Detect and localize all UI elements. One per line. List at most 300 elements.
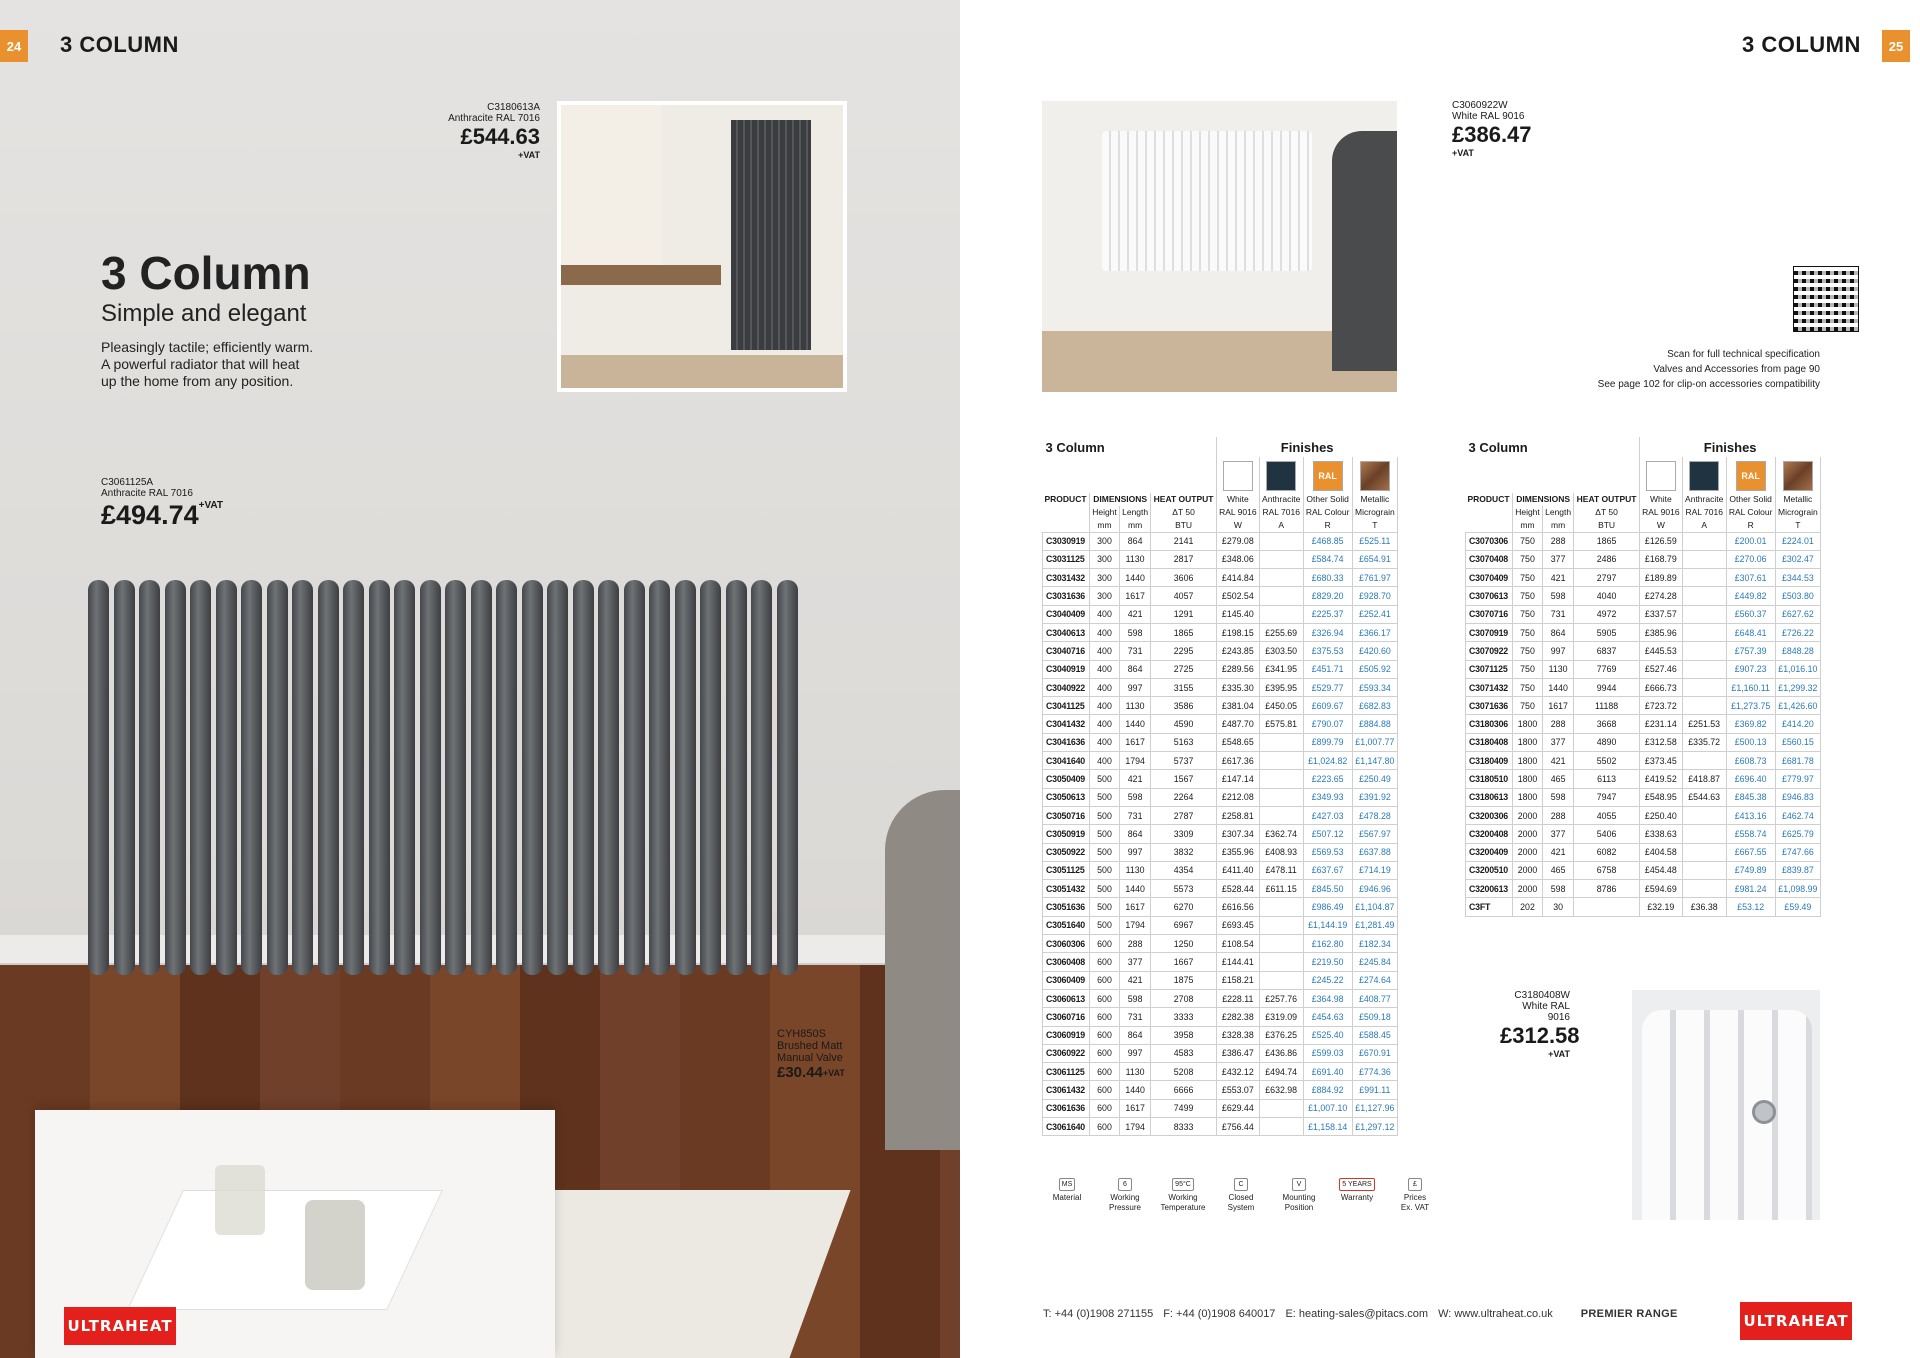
table-cell: £182.34 [1352,935,1397,953]
table-cell [1682,752,1726,770]
column-header: Other Solid [1726,493,1775,506]
footer-phone: T: +44 (0)1908 271155 [1043,1308,1154,1320]
footer-email[interactable]: E: heating-sales@pitacs.com [1285,1308,1429,1320]
table-cell: £364.98 [1303,989,1352,1007]
table-cell [1682,550,1726,568]
table-cell [1682,861,1726,879]
product-code-cell: C3060922 [1043,1044,1090,1062]
table-cell: 202 [1513,898,1543,916]
table-cell: 5406 [1574,825,1640,843]
table-cell: 7769 [1574,660,1640,678]
ral-swatch [1313,461,1343,491]
candle-jar [215,1165,265,1235]
column-header: RAL 7016 [1682,506,1726,519]
column-header: Height [1090,506,1120,519]
table-cell: £369.82 [1726,715,1775,733]
table-cell: £462.74 [1775,806,1820,824]
page-subtitle: Simple and elegant [101,300,307,327]
table-row [1043,569,1398,587]
table-cell: 750 [1513,550,1543,568]
ral-swatch-cell [1303,457,1352,493]
footer-fax: F: +44 (0)1908 640017 [1163,1308,1276,1320]
table-cell: £376.25 [1259,1026,1303,1044]
table-cell: £53.12 [1726,898,1775,916]
product-code-cell: C3030919 [1043,532,1090,550]
table-cell: £386.47 [1216,1044,1259,1062]
table-cell: £355.96 [1216,843,1259,861]
table-cell: 598 [1542,587,1573,605]
column-header: RAL Colour [1726,506,1775,519]
table-cell: 11188 [1574,697,1640,715]
table-cell: £144.41 [1216,953,1259,971]
table-cell: 600 [1090,971,1120,989]
table-cell: 1800 [1513,733,1543,751]
table-row [1466,569,1821,587]
table-row [1466,733,1821,751]
table-cell: £252.41 [1352,605,1397,623]
radiator-column [649,580,670,975]
table-cell: £381.04 [1216,697,1259,715]
table-cell: £503.80 [1775,587,1820,605]
main-radiator-image [88,580,808,975]
table-cell: £907.23 [1726,660,1775,678]
table-cell: £312.58 [1639,733,1682,751]
valve-line: Brushed Matt [777,1040,843,1052]
table-cell: 1800 [1513,752,1543,770]
table-cell: 1800 [1513,788,1543,806]
table-cell: £1,016.10 [1775,660,1820,678]
column-header: Length [1119,506,1150,519]
table-cell: 300 [1090,532,1120,550]
table-cell: 500 [1090,806,1120,824]
table-row [1043,1118,1398,1136]
table-cell: 1440 [1119,569,1150,587]
table-cell: £681.78 [1775,752,1820,770]
table-cell: £432.12 [1216,1063,1259,1081]
table-cell [1682,843,1726,861]
table-cell: 1130 [1119,861,1150,879]
table-cell: £1,098.99 [1775,880,1820,898]
table-cell: 2264 [1151,788,1217,806]
table-cell: 750 [1513,697,1543,715]
table-row [1466,806,1821,824]
table-cell: 750 [1513,532,1543,550]
table-cell: 997 [1119,843,1150,861]
column-header: R [1726,519,1775,532]
table-cell: £108.54 [1216,935,1259,953]
table-row [1043,550,1398,568]
table-cell: £251.53 [1682,715,1726,733]
table-cell: 377 [1542,550,1573,568]
radiator-column [624,580,645,975]
table-cell: £307.34 [1216,825,1259,843]
table-cell: £1,144.19 [1303,916,1352,934]
column-header: RAL 9016 [1216,506,1259,519]
table-cell: 400 [1090,733,1120,751]
table-cell: £478.28 [1352,806,1397,824]
table-cell: £326.94 [1303,623,1352,641]
table-cell: 8333 [1151,1118,1217,1136]
table-cell: 400 [1090,752,1120,770]
table-cell: 400 [1090,605,1120,623]
table-cell: £693.45 [1216,916,1259,934]
product-code-cell: C3040409 [1043,605,1090,623]
table-cell [1682,660,1726,678]
table-cell [1259,806,1303,824]
product-code-cell: C3070922 [1466,642,1513,660]
table-cell: £560.37 [1726,605,1775,623]
feature-item [1270,1178,1328,1213]
table-row [1466,550,1821,568]
table-cell: £1,299.32 [1775,678,1820,696]
table-cell [1682,569,1726,587]
table-row [1466,843,1821,861]
table-cell: £468.85 [1303,532,1352,550]
feature-label: Prices [1403,1193,1427,1202]
table-cell [1682,605,1726,623]
table-cell: 2797 [1574,569,1640,587]
table-cell: £505.92 [1352,660,1397,678]
table-cell: £714.19 [1352,861,1397,879]
column-header: HEAT OUTPUT [1151,493,1217,506]
table-cell: 6082 [1574,843,1640,861]
intro-block [101,247,313,390]
table-cell: £756.44 [1216,1118,1259,1136]
table-row [1466,752,1821,770]
anthracite-swatch-cell [1259,457,1303,493]
table-cell: 600 [1090,1081,1120,1099]
feature-item [1154,1178,1212,1213]
table-cell: £454.63 [1303,1008,1352,1026]
column-header: R [1303,519,1352,532]
table-cell: £404.58 [1639,843,1682,861]
product-code-cell: C3040919 [1043,660,1090,678]
table-cell: £1,024.82 [1303,752,1352,770]
valve-caption [777,1028,845,1082]
valve-line: Manual Valve [777,1052,843,1064]
table-cell: 400 [1090,697,1120,715]
table-cell: £500.13 [1726,733,1775,751]
table-cell: £274.28 [1639,587,1682,605]
feature-label: Working [1168,1193,1198,1202]
table-cell: 4972 [1574,605,1640,623]
table-cell [1682,532,1726,550]
product-finish: Anthracite RAL 7016 [448,113,540,124]
product-code-cell: C3050613 [1043,788,1090,806]
radiator-column [241,580,262,975]
table-cell [1682,880,1726,898]
table-cell: £341.95 [1259,660,1303,678]
radiator-column [139,580,160,975]
table-cell: £250.49 [1352,770,1397,788]
table-cell: £478.11 [1259,861,1303,879]
table-cell [1682,825,1726,843]
column-header: mm [1090,519,1120,532]
table-cell: 1875 [1151,971,1217,989]
radiator-column [267,580,288,975]
product-code-cell: C3070919 [1466,623,1513,641]
table-cell: £616.56 [1216,898,1259,916]
product-code-cell: C3071636 [1466,697,1513,715]
table-cell: £525.40 [1303,1026,1352,1044]
table-cell [1682,806,1726,824]
table-cell: £375.53 [1303,642,1352,660]
table-cell: £502.54 [1216,587,1259,605]
table-cell: 3155 [1151,678,1217,696]
table-cell: £158.21 [1216,971,1259,989]
table-cell: 421 [1119,605,1150,623]
ral-badge-label: RAL [1318,471,1337,481]
table-cell: 598 [1542,880,1573,898]
table-cell: 465 [1542,770,1573,788]
table-row [1466,678,1821,696]
table-cell: £899.79 [1303,733,1352,751]
table-cell [1259,752,1303,770]
table-cell: £385.96 [1639,623,1682,641]
table-cell: 598 [1119,788,1150,806]
table-row [1043,788,1398,806]
table-cell: £189.89 [1639,569,1682,587]
table-cell: 288 [1542,532,1573,550]
table-cell: £946.83 [1775,788,1820,806]
table-body [1043,532,1398,1136]
table-cell: 1865 [1151,623,1217,641]
table-cell: £198.15 [1216,623,1259,641]
table-row [1043,806,1398,824]
ral-badge-label: RAL [1741,471,1760,481]
product-code-cell: C3051432 [1043,880,1090,898]
table-cell: 2708 [1151,989,1217,1007]
table-cell: £36.38 [1682,898,1726,916]
table-cell: £593.34 [1352,678,1397,696]
table-cell: 4583 [1151,1044,1217,1062]
ral-swatch-cell [1726,457,1775,493]
table-cell [1259,733,1303,751]
table-cell: 377 [1119,953,1150,971]
table-cell: 5905 [1574,623,1640,641]
table-row [1466,623,1821,641]
column-header: T [1775,519,1820,532]
product-code-cell: C3050716 [1043,806,1090,824]
product-code-cell: C3041636 [1043,733,1090,751]
vat-label: +VAT [822,1068,845,1078]
table-cell: 288 [1542,806,1573,824]
table-cell: 4040 [1574,587,1640,605]
radiator-column [369,580,390,975]
table-row [1466,898,1821,916]
qr-notes [1520,347,1820,392]
table-cell: £338.63 [1639,825,1682,843]
column-header: DIMENSIONS [1513,493,1574,506]
feature-label: Closed [1228,1193,1254,1202]
product-price: £30.44 [777,1064,823,1081]
table-cell: £243.85 [1216,642,1259,660]
table-body [1466,532,1821,916]
product-code: C3180613A [487,102,540,113]
table-row [1043,825,1398,843]
table-cell: 1617 [1119,587,1150,605]
product-code-cell: C3051636 [1043,898,1090,916]
column-header: BTU [1151,519,1217,532]
ultraheat-logo: ULTRAHEAT [1740,1302,1852,1340]
table-cell: 400 [1090,642,1120,660]
qr-note: Scan for full technical specification [1667,349,1820,360]
table-cell: £366.17 [1352,623,1397,641]
column-header: Micrograin [1352,506,1397,519]
feature-label: Position [1284,1203,1314,1212]
table-cell: £569.53 [1303,843,1352,861]
table-cell: £200.01 [1726,532,1775,550]
table-row [1043,605,1398,623]
description-line: up the home from any position. [101,373,294,389]
table-cell: 3309 [1151,825,1217,843]
column-header: RAL 9016 [1639,506,1682,519]
column-header: ΔT 50 [1574,506,1640,519]
right-page [960,0,1920,1358]
table-cell: 1440 [1119,715,1150,733]
table-row [1466,660,1821,678]
table-cell: 5737 [1151,752,1217,770]
table-cell: 4890 [1574,733,1640,751]
page-number: 25 [1882,30,1910,62]
table-cell: 2000 [1513,843,1543,861]
table-cell: 1440 [1542,678,1573,696]
table-row [1043,1008,1398,1026]
table-cell: 7499 [1151,1099,1217,1117]
table-cell: £594.69 [1639,880,1682,898]
table-cell: 288 [1119,935,1150,953]
table-cell: £666.73 [1639,678,1682,696]
table-row [1043,971,1398,989]
table-cell: 598 [1119,623,1150,641]
table-cell: £349.93 [1303,788,1352,806]
table-row [1466,788,1821,806]
floor [561,355,847,392]
product-finish: White RAL 9016 [1522,1001,1570,1023]
table-cell: £981.24 [1726,880,1775,898]
table-row [1043,898,1398,916]
vat-label: +VAT [1452,148,1474,158]
table-cell: £584.74 [1303,550,1352,568]
table-cell: £145.40 [1216,605,1259,623]
table-cell: 2141 [1151,532,1217,550]
radiator-column [165,580,186,975]
qr-code-icon[interactable] [1794,267,1858,331]
table-cell: £270.06 [1726,550,1775,568]
table-cell: 731 [1119,806,1150,824]
table-title: 3 Column [1466,437,1640,457]
table-cell: 864 [1119,660,1150,678]
radiator-column [522,580,543,975]
table-cell: £774.36 [1352,1063,1397,1081]
ral-swatch [1736,461,1766,491]
radiator-column [318,580,339,975]
diffuser-bottle [305,1200,365,1290]
table-cell: 1617 [1542,697,1573,715]
table-cell: £682.83 [1352,697,1397,715]
radiator-column [216,580,237,975]
product-code-cell: C3180613 [1466,788,1513,806]
footer-web[interactable]: W: www.ultraheat.co.uk [1438,1308,1553,1320]
table-cell: 600 [1090,1063,1120,1081]
table-cell: 1617 [1119,733,1150,751]
table-cell: 2000 [1513,861,1543,879]
radiator-column [777,580,798,975]
feature-label: Material [1052,1193,1082,1202]
table-cell: £168.79 [1639,550,1682,568]
table-cell: £450.05 [1259,697,1303,715]
table-cell: 750 [1513,642,1543,660]
table-cell: 7947 [1574,788,1640,806]
column-header: DIMENSIONS [1090,493,1151,506]
column-header: ΔT 50 [1151,506,1217,519]
table-cell: 2000 [1513,880,1543,898]
table-cell: £279.08 [1216,532,1259,550]
table-cell: 500 [1090,825,1120,843]
table-cell: 500 [1090,898,1120,916]
table-cell: £544.63 [1682,788,1726,806]
table-cell: 1567 [1151,770,1217,788]
table-cell: £391.92 [1352,788,1397,806]
table-cell: £1,007.77 [1352,733,1397,751]
description [101,339,313,390]
radiator-column [751,580,772,975]
table-cell: £790.07 [1303,715,1352,733]
table-cell: 500 [1090,843,1120,861]
table-cell: £274.64 [1352,971,1397,989]
table-cell: 6758 [1574,861,1640,879]
white-swatch [1223,461,1253,491]
vat-label: +VAT [518,150,540,160]
table-cell: 600 [1090,989,1120,1007]
feature-item [1038,1178,1096,1213]
table-row [1043,733,1398,751]
table-cell [1259,1099,1303,1117]
table-cell: £302.47 [1775,550,1820,568]
table-cell: 1130 [1542,660,1573,678]
feature-label: Pressure [1108,1203,1141,1212]
table-row [1466,532,1821,550]
table-cell: £289.56 [1216,660,1259,678]
table-cell: 4055 [1574,806,1640,824]
table-cell: £779.97 [1775,770,1820,788]
radiator-column [547,580,568,975]
table-cell: 600 [1090,1008,1120,1026]
table-cell: 1800 [1513,770,1543,788]
table-cell: £845.50 [1303,880,1352,898]
table-cell [1682,587,1726,605]
table-cell: 9944 [1574,678,1640,696]
table-cell: £1,147.80 [1352,752,1397,770]
table-cell: £691.40 [1303,1063,1352,1081]
table-cell [1259,898,1303,916]
column-header: mm [1119,519,1150,532]
table-title: 3 Column [1043,437,1217,457]
table-cell: 1617 [1119,898,1150,916]
table-row [1466,770,1821,788]
table-cell: £567.97 [1352,825,1397,843]
table-cell [1259,770,1303,788]
table-cell: £348.06 [1216,550,1259,568]
table-cell: £761.97 [1352,569,1397,587]
column-header: Height [1513,506,1543,519]
column-header: Anthracite [1259,493,1303,506]
product-code-cell: C3180306 [1466,715,1513,733]
table-cell: 1667 [1151,953,1217,971]
table-cell: 598 [1119,989,1150,1007]
feature-item [1096,1178,1154,1213]
column-header: HEAT OUTPUT [1574,493,1640,506]
